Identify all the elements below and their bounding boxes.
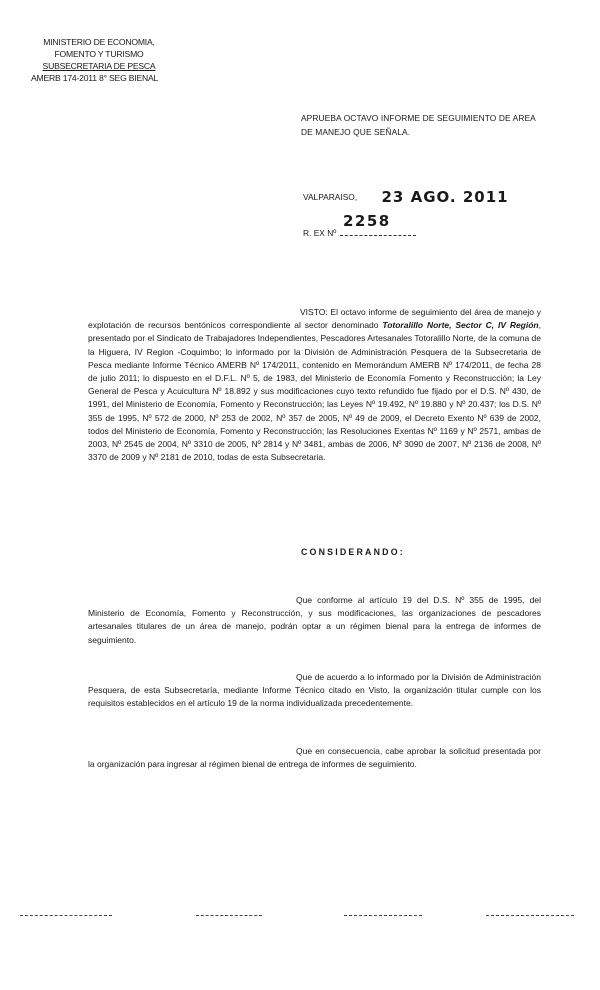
date-place: VALPARAISO, [303, 192, 358, 202]
letterhead-reference: AMERB 174-2011 8° SEG BIENAL [31, 73, 159, 83]
letterhead [31, 36, 164, 84]
footer-rule-4 [486, 915, 574, 916]
visto-lead: VISTO: El octavo informe de seguimiento del área de manejo y explotación de recursos bentónicos correspondiente al sector denominado [88, 307, 541, 331]
visto-sector: Totoralillo Norte, Sector C, IV Región [382, 320, 539, 331]
considerando-1 [88, 594, 541, 647]
considerando-1-text: Que conforme al artículo 19 del D.S. Nº 355 de 1995, del Ministerio de Economía, Fomento y Reconstrucción, y sus modificaciones, las organizaciones de pescadores artesanales titulares de un área de manejo, podrán optar a un régimen bienal para la entrega de informes de seguimiento. [88, 595, 541, 645]
visto-paragraph [88, 306, 541, 464]
resolution-blank-line [340, 235, 416, 236]
visto-rest: , presentado por el Sindicato de Trabajadores Independientes, Pescadores Artesanales Totoralillo Norte, de la comuna de la Higuera, IV Region -Coquimbo; lo informado por la División de Administración Pesquera de la Subsecretaria de Pesca mediante Informe Técnico AMERB Nº 174/2011, contenido en Memorándum AMERB Nº 174/2011, de fecha 28 de julio 2011; lo dispuesto en el D.F.L. Nº 5, de 1983, del Ministerio de Economía Fomento y Reconstrucción; la Ley General de Pesca y Acuicultura Nº 18.892 y sus modificaciones cuyo texto refundido fue fijado por el D.S. Nº 430, de 1991, del Ministerio de Economía, Fomento y Reconstrucción; las Leyes Nº 19.492, Nº 19.880 y Nº 20.437; los D.S. Nº 355 de 1995, Nº 572 de 2000, Nº 253 de 2002, Nº 357 de 2005, Nº 49 de 2009, el Decreto Exento Nº 639 de 2002, todos del Ministerio de Economía, Fomento y Reconstrucción; las Resoluciones Exentas Nº 1169 y Nº 2571, ambas de 2003, Nº 2545 de 2004, Nº 3310 de 2005, Nº 2814 y Nº 3481, ambas de 2006, Nº 3090 de 2007, Nº 2136 de 2008, Nº 3370 de 2009 y Nº 2181 de 2010, todas de esta Subsecretaria. [88, 320, 541, 463]
letterhead-ministry: MINISTERIO DE ECONOMIA, [43, 37, 155, 47]
footer-rule-2 [196, 915, 262, 916]
footer-rule-1 [20, 915, 112, 916]
resolution-number: 2258 [343, 212, 391, 230]
considerando-3-text: Que en consecuencia, cabe aprobar la solicitud presentada por la organización para ingresar al régimen bienal de entrega de informes de seguimiento. [88, 746, 541, 770]
letterhead-subsecretaria: SUBSECRETARIA DE PESCA [42, 61, 156, 71]
document-title: APRUEBA OCTAVO INFORME DE SEGUIMIENTO DE AREA DE MANEJO QUE SEÑALA. [301, 113, 536, 137]
letterhead-ministry-2: FOMENTO Y TURISMO [54, 49, 144, 59]
date-line [303, 188, 509, 206]
footer-rule-3 [344, 915, 422, 916]
resolution-number-line [303, 212, 416, 238]
considerando-2 [88, 671, 541, 711]
considerando-3 [88, 745, 541, 771]
resolution-label: R. EX Nº [303, 228, 337, 238]
considerando-2-text: Que de acuerdo a lo informado por la División de Administración Pesquera, de esta Subsecretaría, mediante Informe Técnico citado en Visto, la organización titular cumple con los requisitos establecidos en el artículo 19 de la norma individualizada precedentemente. [88, 672, 541, 709]
date-stamp: 23 AGO. 2011 [381, 188, 509, 206]
considerando-heading: CONSIDERANDO: [301, 547, 405, 557]
